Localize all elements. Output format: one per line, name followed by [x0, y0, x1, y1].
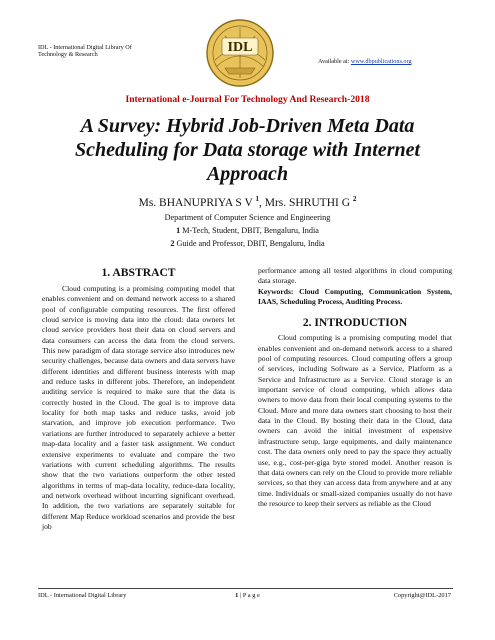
- author-1-sup: 1: [255, 195, 259, 203]
- available-label: Available at:: [318, 58, 350, 65]
- affiliation-2-number: 2: [170, 239, 175, 248]
- paper-title: [40, 114, 455, 186]
- publisher-header: [38, 44, 168, 59]
- abstract-heading: 1. ABSTRACT: [101, 266, 176, 279]
- logo-text: IDL: [227, 40, 253, 55]
- footer-left: IDL - International Digital Library: [38, 592, 127, 599]
- title-line-3: Approach: [206, 163, 289, 185]
- introduction-body: Cloud computing is a promising computing model that enables convenient and on-demand network access to a shared pool of computing resources. Cloud computing offers a group of services, including Software as a Service, Platform as a Service and Infrastructure as a Service. Cloud storage is an important service of cloud computing, which allows data owners to move data from their local computing systems to the Cloud. More and more data owners start choosing to host their data in the Cloud. By hosting their data in the Cloud, data owners can avoid the initial investment of expensive infrastructure setup, large equipments, and daily maintenance cost. The data owners only need to pay the space they actually use, e.g., cost-per-giga byte stored model. Another reason is that data owners can rely on the Cloud to provide more reliable services, so that they can access data from anywhere and at any time. Individuals or small-sized companies usually do not have the resource to keep their servers as reliable as the Cloud: [258, 333, 452, 508]
- right-column: [258, 266, 452, 509]
- author-2-sup: 2: [352, 195, 357, 203]
- affiliation-1-text: M-Tech, Student, DBIT, Bengaluru, India: [180, 226, 319, 235]
- author-separator: , Mrs. SHRUTHI G: [258, 196, 353, 209]
- abstract-body: Cloud computing is a promising computing model that enables convenient and on demand network access to a shared pool of configurable computing resources. The first offered cloud service is moving data into the cloud: data owners let cloud service providers host their data on cloud servers and data consumers can access the data from the cloud servers. This new paradigm of data storage service also introduces new security challenges, because data owners and data servers have different identities and different business interests with map and reduce tasks in different jobs. Therefore, an independent auditing service is required to make sure that the data is correctly hosted in the Cloud. The goal is to improve data locality for both map tasks and reduce tasks, avoid job starvation, and improve job execution performance. Two variations are further introduced to separately achieve a better map-data locality and a faster task assignment. We conduct extensive experiments to evaluate and compare the two variations with current scheduling algorithms. The results show that the two variations outperform the other tested algorithms in terms of map-data locality, reduce-data locality, and network overhead without incurring significant overhead. In addition, the two variations are separately suitable for different Map Reduce workload scenarios and provide the best job: [42, 284, 235, 531]
- title-line-1: A Survey: Hybrid Job-Driven Meta Data: [80, 115, 415, 137]
- journal-name: International e-Journal For Technology And Research-2018: [125, 94, 370, 105]
- footer-copyright: Copyright@IDL-2017: [393, 592, 451, 599]
- page-word: | P a g e: [238, 592, 260, 599]
- affiliation-2-text: Guide and Professor, DBIT, Bengaluru, India: [174, 239, 325, 248]
- page-number: 1: [235, 592, 239, 599]
- website-link[interactable]: www.dbpublications.org: [350, 58, 412, 65]
- introduction-heading: 2. INTRODUCTION: [302, 316, 408, 330]
- footer-divider: [38, 588, 453, 589]
- publisher-line-2: Technology & Research: [38, 51, 98, 59]
- availability-line: [318, 58, 412, 65]
- author-1: Ms. BHANUPRIYA S V: [138, 196, 256, 209]
- abstract-continued: performance among all tested algorithms in cloud computing data storage.: [258, 266, 452, 286]
- idl-logo: [205, 18, 275, 88]
- title-line-2: Scheduling for Data storage with Internet: [74, 139, 421, 161]
- affiliation-2: [0, 239, 495, 248]
- publisher-line-1: IDL - International Digital Library Of: [38, 44, 132, 51]
- affiliation-1: [0, 226, 495, 235]
- department: Department of Computer Science and Engineering: [164, 213, 331, 222]
- left-column: [42, 266, 235, 532]
- keywords: Keywords: Cloud Computing, Communication System, IAAS, Scheduling Process, Auditing Process.: [258, 286, 452, 307]
- author-line: [0, 195, 495, 209]
- affiliation-1-number: 1: [176, 226, 181, 235]
